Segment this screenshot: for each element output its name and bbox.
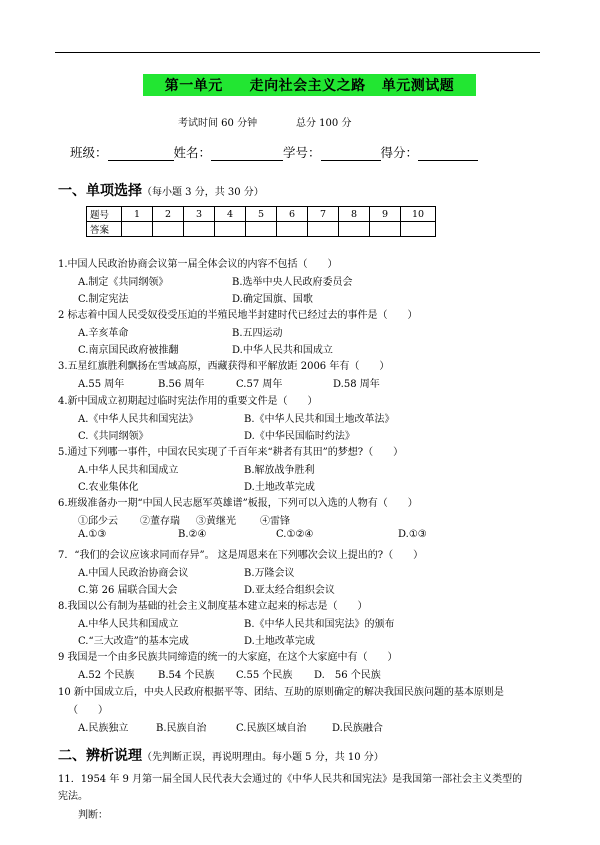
question-10-option-a: A.民族独立 (78, 723, 129, 734)
class-field[interactable] (108, 146, 174, 161)
id-field[interactable] (321, 146, 381, 161)
name-field[interactable] (211, 146, 283, 161)
answer-number: 6 (277, 207, 308, 222)
question-9-option-b: B.54 个民族 (158, 670, 215, 681)
student-info (70, 143, 478, 161)
question-6-option-c: C.①②④ (276, 529, 314, 540)
title-type: 单元测试题 (381, 78, 455, 94)
question-4-option-d: D.《中华民国临时约法》 (244, 431, 355, 442)
question-6-person-4: ④雷锋 (260, 516, 290, 527)
question-5-option-b: B.解放战争胜利 (244, 465, 315, 476)
answer-cell[interactable] (246, 222, 277, 237)
question-8-option-a: A.中华人民共和国成立 (78, 619, 179, 630)
question-10-stem-cont: （ ） (68, 705, 108, 716)
question-10-option-b: B.民族自治 (156, 723, 207, 734)
question-6-person-1: ①邱少云 (78, 516, 118, 527)
question-7-option-c: C.第 26 届联合国大会 (78, 585, 178, 596)
question-2-stem: 2 标志着中国人民受奴役受压迫的半殖民地半封建时代已经过去的事件是（ ） (58, 310, 418, 321)
question-8-option-d: D.土地改革完成 (244, 636, 315, 647)
top-rule (55, 52, 540, 53)
answer-cell[interactable] (122, 222, 153, 237)
question-7-stem: 7．“我们的会议应该求同而存异”。 这是周恩来在下列哪次会议上提出的?（ ） (58, 550, 424, 561)
answer-cell[interactable] (308, 222, 339, 237)
question-6-option-b: B.②④ (178, 529, 207, 540)
answer-number: 3 (184, 207, 215, 222)
question-7-option-d: D.亚太经合组织会议 (244, 585, 335, 596)
question-1-stem: 1.中国人民政治协商会议第一届全体会议的内容不包括（ ） (58, 259, 338, 270)
answer-cell[interactable] (153, 222, 184, 237)
question-11-line2: 宪法。 (58, 791, 88, 802)
score-label: 得分： (380, 145, 419, 160)
question-1-option-a: A.制定《共同纲领》 (78, 277, 169, 288)
question-2-option-c: C.南京国民政府被推翻 (78, 345, 179, 356)
section1-heading: 一、单项选择（每小题 3 分，共 30 分） (58, 183, 264, 199)
exam-title (143, 74, 476, 96)
question-8-option-b: B.《中华人民共和国宪法》的颁布 (244, 619, 395, 630)
question-9-option-a: A.52 个民族 (78, 670, 135, 681)
answer-number: 4 (215, 207, 246, 222)
question-5-option-d: D.土地改革完成 (244, 482, 315, 493)
answer-number: 10 (401, 207, 436, 222)
answer-number: 9 (370, 207, 401, 222)
question-3-option-b: B.56 周年 (158, 379, 205, 390)
score-field[interactable] (418, 146, 478, 161)
question-1-option-c: C.制定宪法 (78, 294, 129, 305)
answer-cell[interactable] (370, 222, 401, 237)
answer-cell[interactable] (339, 222, 370, 237)
id-label: 学号： (283, 145, 321, 160)
answer-cell[interactable] (401, 222, 436, 237)
answer-number: 1 (122, 207, 153, 222)
question-11-line1: 11．1954 年 9 月第一届全国人民代表大会通过的《中华人民共和国宪法》是我国第一部社会主义类型的 (58, 774, 523, 785)
class-label: 班级： (70, 145, 108, 160)
question-6-option-a: A.①③ (78, 529, 107, 540)
question-9-option-d: D. 56 个民族 (314, 670, 381, 681)
question-9-option-c: C.55 个民族 (236, 670, 293, 681)
question-5-stem: 5.通过下列哪一事件，中国农民实现了千百年来“耕者有其田”的梦想?（ ） (58, 447, 404, 458)
question-5-option-a: A.中华人民共和国成立 (78, 465, 179, 476)
answer-table-number-row (87, 207, 436, 222)
question-3-option-a: A.55 周年 (78, 379, 125, 390)
name-label: 姓名： (173, 145, 212, 160)
answer-table (86, 206, 436, 237)
question-6-person-3: ③黄继光 (196, 516, 236, 527)
question-7-option-a: A.中国人民政治协商会议 (78, 568, 189, 579)
answer-number: 8 (339, 207, 370, 222)
question-11-judge-label: 判断： (78, 810, 108, 821)
question-2-option-d: D.中华人民共和国成立 (232, 345, 333, 356)
question-1-option-b: B.选举中央人民政府委员会 (232, 277, 353, 288)
question-6-option-d: D.①③ (398, 529, 427, 540)
question-1-option-d: D.确定国旗、国歌 (232, 294, 313, 305)
answer-number: 5 (246, 207, 277, 222)
question-10-option-d: D.民族融合 (332, 723, 383, 734)
answer-table-answer-row (87, 222, 436, 237)
question-8-stem: 8.我国以公有制为基础的社会主义制度基本建立起来的标志是（ ） (58, 601, 368, 612)
question-4-option-c: C.《共同纲领》 (78, 431, 149, 442)
answer-number: 2 (153, 207, 184, 222)
question-3-stem: 3.五星红旗胜利飘扬在雪域高原，西藏获得和平解放距 2006 年有（ ） (58, 361, 390, 372)
question-3-option-d: D.58 周年 (333, 379, 380, 390)
title-topic: 走向社会主义之路 (249, 78, 366, 94)
question-4-option-b: B.《中华人民共和国土地改革法》 (244, 414, 395, 425)
answer-number: 7 (308, 207, 339, 222)
question-6-person-2: ②董存瑞 (140, 516, 180, 527)
question-4-stem: 4.新中国成立初期起过临时宪法作用的重要文件是（ ） (58, 396, 318, 407)
question-3-option-c: C.57 周年 (236, 379, 283, 390)
question-8-option-c: C.“三大改造”的基本完成 (78, 636, 189, 647)
question-5-option-c: C.农业集体化 (78, 482, 139, 493)
question-2-option-b: B.五四运动 (232, 328, 283, 339)
answer-cell[interactable] (215, 222, 246, 237)
answer-table-row2-label: 答案 (87, 222, 122, 237)
title-unit: 第一单元 (164, 78, 223, 94)
answer-cell[interactable] (184, 222, 215, 237)
exam-total-score: 总分 100 分 (296, 118, 352, 129)
question-10-option-c: C.民族区域自治 (236, 723, 307, 734)
question-10-stem: 10 新中国成立后，中央人民政府根据平等、团结、互助的原则确定的解决我国民族问题的基本原则是 (58, 687, 504, 698)
question-4-option-a: A.《中华人民共和国宪法》 (78, 414, 199, 425)
question-2-option-a: A.辛亥革命 (78, 328, 129, 339)
answer-table-row1-label: 题号 (87, 207, 122, 222)
section2-heading: 二、辨析说理（先判断正误，再说明理由。每小题 5 分，共 10 分） (58, 748, 384, 764)
question-6-stem: 6.班级准备办一期“中国人民志愿军英雄谱”板报，下列可以入选的人物有（ ） (58, 498, 418, 509)
answer-cell[interactable] (277, 222, 308, 237)
question-7-option-b: B.万隆会议 (244, 568, 295, 579)
question-9-stem: 9 我国是一个由多民族共同缔造的统一的大家庭，在这个大家庭中有（ ） (58, 652, 398, 663)
exam-time: 考试时间 60 分钟 (178, 118, 258, 129)
